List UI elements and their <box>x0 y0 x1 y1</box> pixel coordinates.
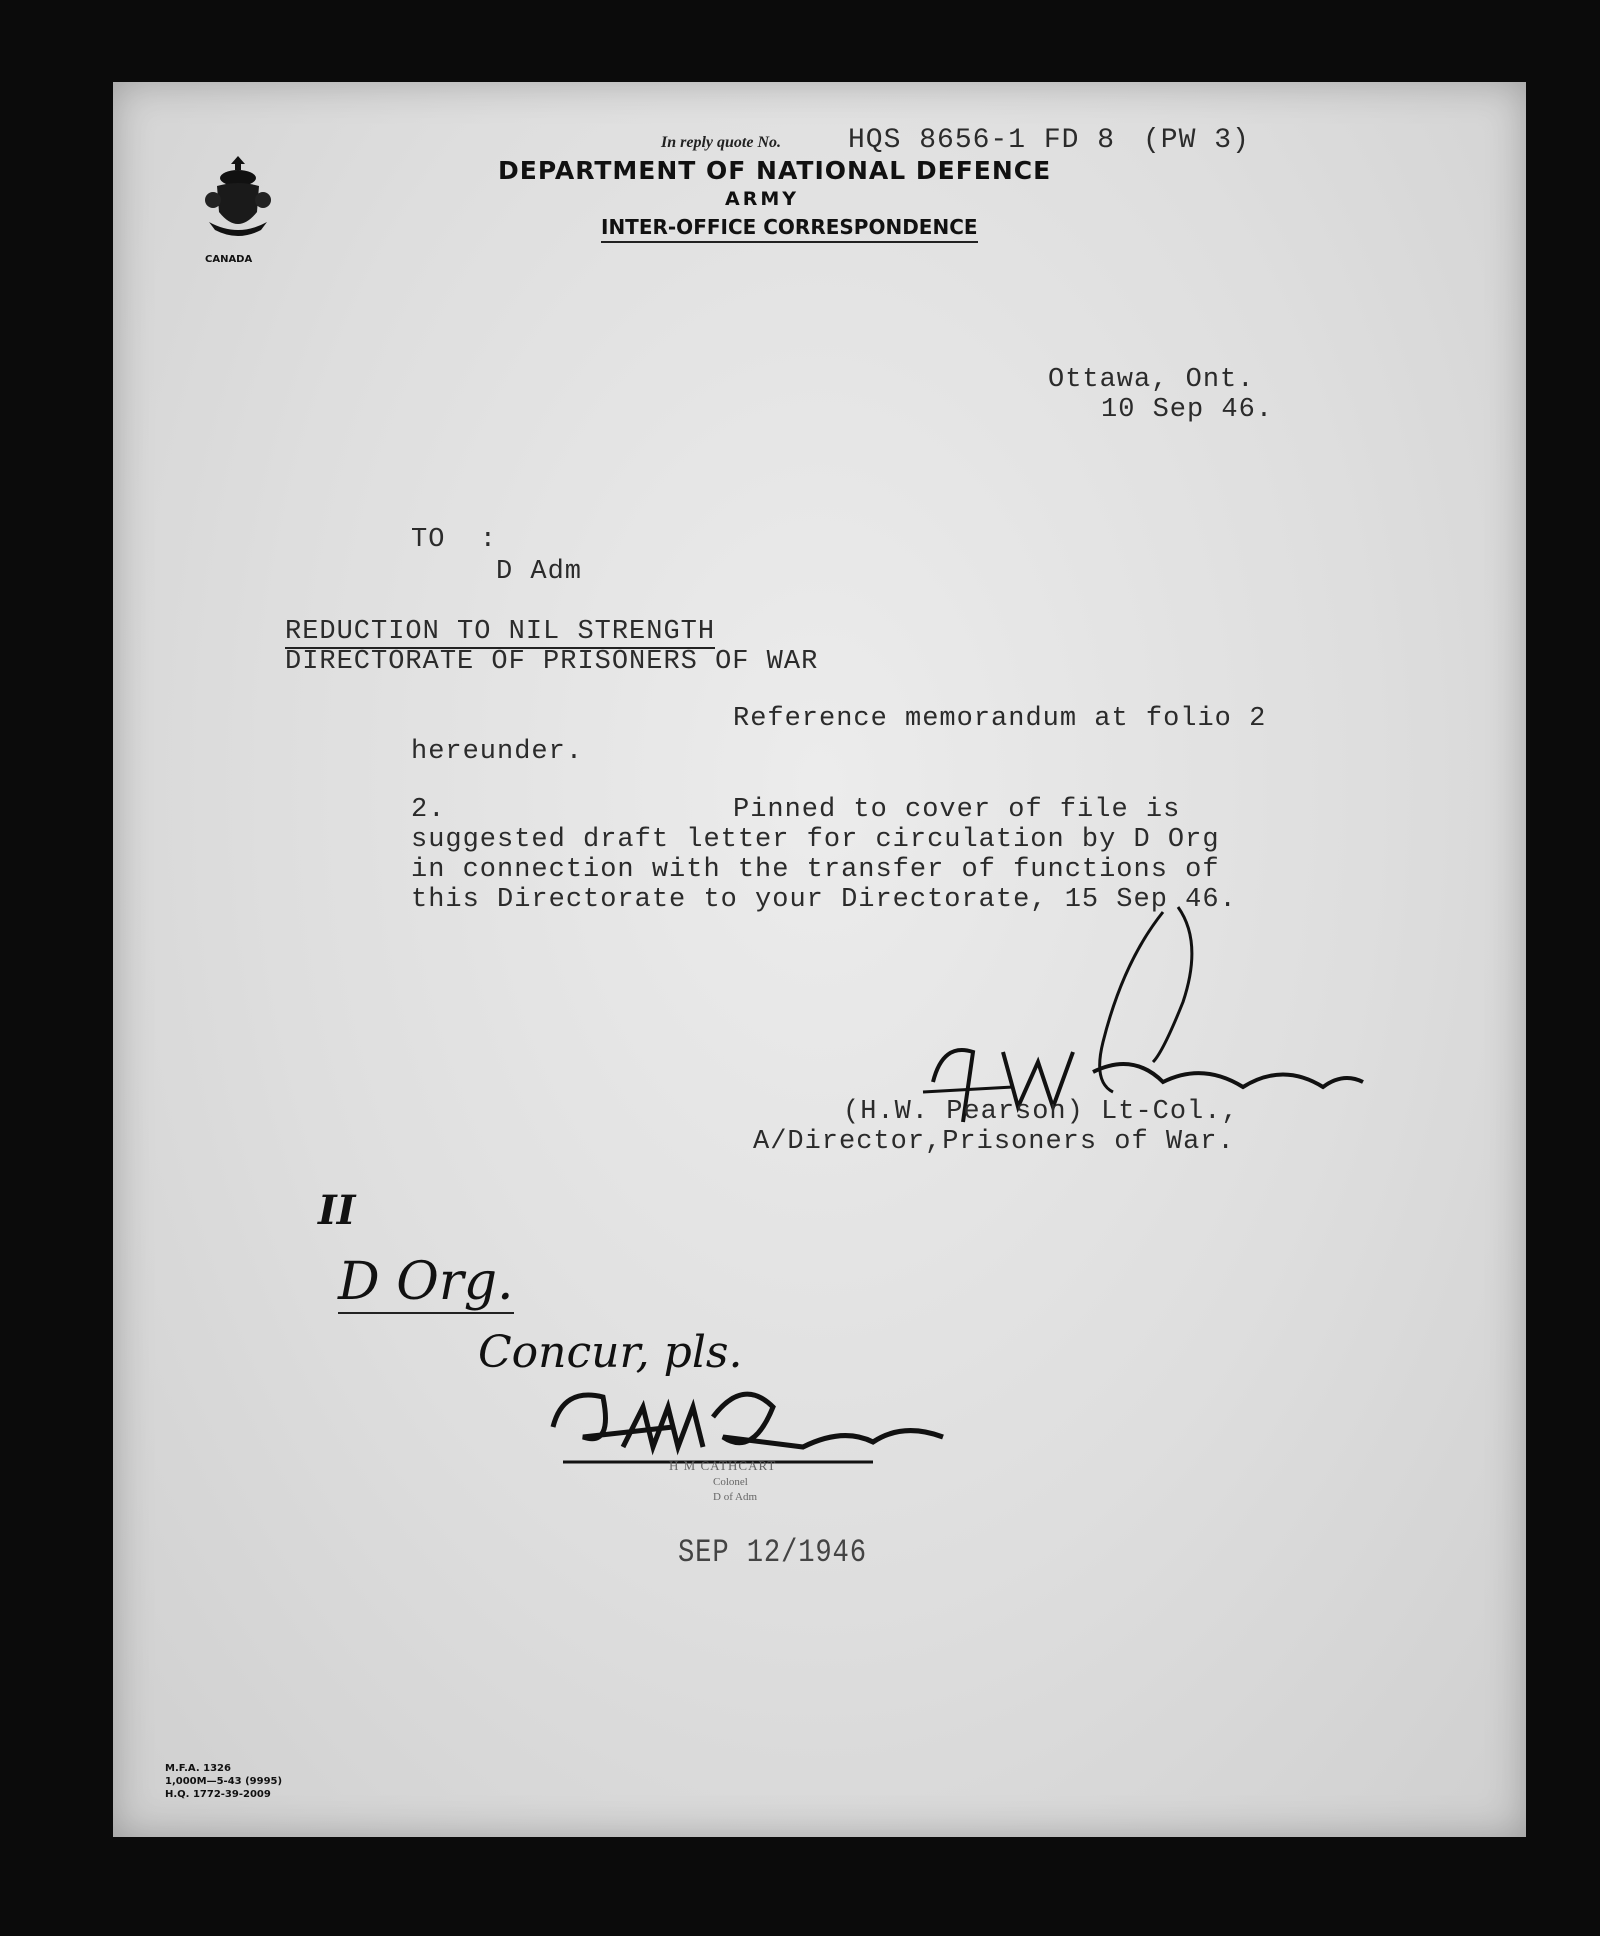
paragraph-2-line-1: Pinned to cover of file is <box>733 795 1181 825</box>
date-stamp: SEP 12/1946 <box>678 1534 867 1571</box>
document-page <box>113 82 1526 1837</box>
form-footer-2: 1,000M—5-43 (9995) <box>165 1776 283 1787</box>
paragraph-1-line-2: hereunder. <box>411 737 584 767</box>
crest-label: CANADA <box>205 254 253 265</box>
paragraph-1-line-1: Reference memorandum at folio 2 <box>733 704 1267 734</box>
branch-title: ARMY <box>725 188 800 210</box>
signatory-name: (H.W. Pearson) Lt-Col., <box>843 1097 1239 1127</box>
form-title: INTER-OFFICE CORRESPONDENCE <box>601 215 978 243</box>
date: 10 Sep 46. <box>1101 395 1274 425</box>
form-footer-3: H.Q. 1772-39-2009 <box>165 1789 271 1800</box>
canada-crest-icon <box>201 152 275 252</box>
signatory-title: A/Director,Prisoners of War. <box>753 1127 1235 1157</box>
paragraph-2-line-2: suggested draft letter for circulation by D Org <box>411 825 1220 855</box>
department-title: DEPARTMENT OF NATIONAL DEFENCE <box>498 156 1052 185</box>
to-label: TO : <box>411 525 498 555</box>
stamp-rank: Colonel <box>713 1476 748 1488</box>
place: Ottawa, Ont. <box>1048 365 1255 395</box>
reply-prefix: In reply quote No. <box>661 134 781 151</box>
reply-suffix: (PW 3) <box>1143 125 1250 156</box>
paragraph-2-number: 2. <box>411 795 446 825</box>
minute-addressee: D Org. <box>338 1252 514 1312</box>
subject-line-1: REDUCTION TO NIL STRENGTH <box>285 617 716 647</box>
form-footer-1: M.F.A. 1326 <box>165 1763 231 1774</box>
paragraph-2-line-4: this Directorate to your Directorate, 15 Sep 46. <box>411 885 1237 915</box>
reply-number: HQS 8656-1 FD 8 <box>848 125 1116 156</box>
paragraph-2-line-3: in connection with the transfer of functions of <box>411 855 1220 885</box>
stamp-name: H M CATHCART <box>669 1458 777 1473</box>
minute-number: II <box>318 1187 356 1234</box>
subject-line-2: DIRECTORATE OF PRISONERS OF WAR <box>285 647 819 677</box>
stamp-title: D of Adm <box>713 1491 757 1503</box>
minute-note: Concur, pls. <box>478 1327 743 1378</box>
recipient: D Adm <box>496 557 583 587</box>
